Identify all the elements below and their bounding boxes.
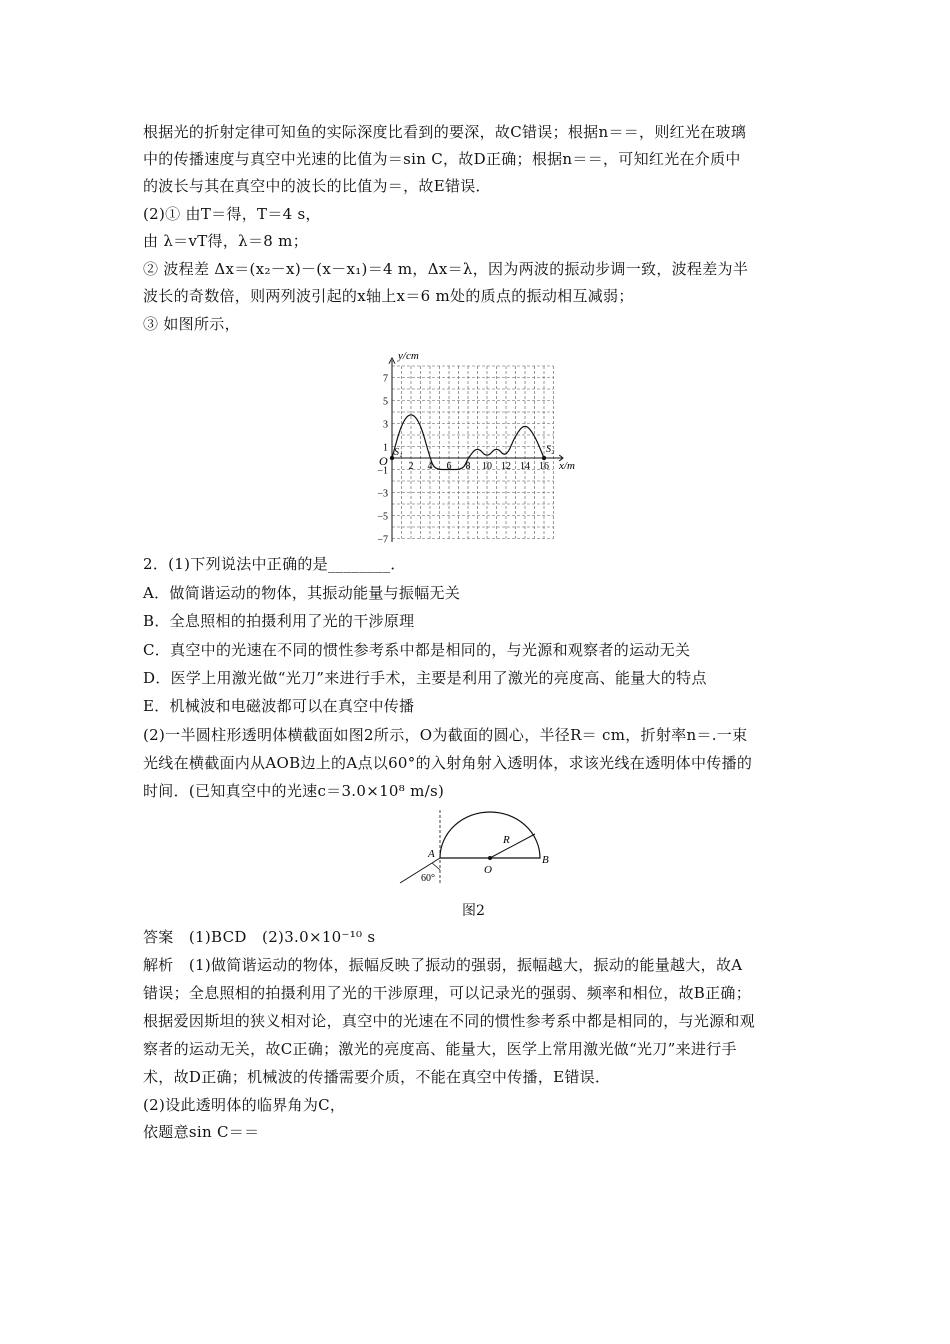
analysis-line: 解析 (1)做简谐运动的物体，振幅反映了振动的强弱，振幅越大，振动的能量越大，故A xyxy=(143,956,743,974)
point-b-label: B xyxy=(542,854,549,866)
radius-line xyxy=(490,834,535,858)
angle-label: 60° xyxy=(421,873,435,884)
semicircle-figure xyxy=(395,810,575,890)
x-tick-label: 16 xyxy=(539,461,549,472)
semicircle-outline xyxy=(440,812,540,858)
y-tick-label: 1 xyxy=(383,442,388,454)
y-tick-label: −3 xyxy=(377,488,388,500)
analysis-line: 察者的运动无关，故C正确；激光的亮度高、能量大，医学上常用激光做“光刀”来进行手 xyxy=(143,1040,737,1058)
text-line: 波长的奇数倍，则两列波引起的x轴上x＝6 m处的质点的振动相互减弱； xyxy=(143,287,634,305)
x-tick-label: 2 xyxy=(408,461,414,472)
x-tick-label: 10 xyxy=(482,461,492,472)
point-a-label: A xyxy=(428,848,435,860)
x-tick-label: 8 xyxy=(465,461,471,472)
y-axis-label: y/cm xyxy=(398,350,419,362)
wave-chart xyxy=(360,348,600,548)
y-tick-label: 7 xyxy=(383,373,388,385)
radius-label: R xyxy=(503,834,510,846)
text-line: 由 λ＝vT得，λ＝8 m； xyxy=(143,232,308,250)
analysis-line: 根据爱因斯坦的狭义相对论，真空中的光速在不同的惯性参考系中都是相同的，与光源和观 xyxy=(143,1012,756,1030)
x-tick-label: 12 xyxy=(501,461,511,472)
option-e: E．机械波和电磁波都可以在真空中传播 xyxy=(143,697,415,715)
y-tick-label: 3 xyxy=(383,419,388,431)
text-line: 的波长与其在真空中的波长的比值为＝，故E错误． xyxy=(143,177,491,195)
analysis-line: (2)设此透明体的临界角为C， xyxy=(143,1096,346,1114)
point-o-label: O xyxy=(484,864,492,876)
option-d: D．医学上用激光做“光刀”来进行手术，主要是利用了激光的亮度高、能量大的特点 xyxy=(143,669,707,687)
x-tick-label: 14 xyxy=(520,461,530,472)
text-line: ② 波程差 Δx＝(x₂－x)－(x－x₁)＝4 m，Δx＝λ，因为两波的振动步调一致，波程差为半 xyxy=(143,260,749,278)
question-line: 2．(1)下列说法中正确的是________． xyxy=(143,555,406,573)
question-line: (2)一半圆柱形透明体横截面如图2所示，O为截面的圆心，半径R＝ cm，折射率n＝.一束 xyxy=(143,726,748,744)
analysis-line: 错误；全息照相的拍摄利用了光的干涉原理，可以记录光的强弱、频率和相位，故B正确； xyxy=(143,984,752,1002)
origin-label: O xyxy=(379,454,388,468)
center-dot xyxy=(488,856,492,860)
figure-caption: 图2 xyxy=(462,903,485,919)
y-tick-label: 5 xyxy=(383,396,388,408)
x-tick-label: 6 xyxy=(446,461,452,472)
text-line: (2)① 由T＝得，T＝4 s， xyxy=(143,205,321,223)
source-s1-label: S₁ xyxy=(394,447,403,458)
question-line: 时间．(已知真空中的光速c＝3.0×10⁸ m/s) xyxy=(143,782,445,800)
text-line: 中的传播速度与真空中光速的比值为＝sin C，故D正确；根据n＝＝，可知红光在介质中 xyxy=(143,150,741,168)
y-tick-label: −7 xyxy=(377,534,388,546)
x-tick-label: 4 xyxy=(427,461,433,472)
text-line: 根据光的折射定律可知鱼的实际深度比看到的要深，故C错误；根据n＝＝，则红光在玻璃 xyxy=(143,123,747,141)
option-a: A．做简谐运动的物体，其振动能量与振幅无关 xyxy=(143,584,461,602)
angle-arc xyxy=(432,863,440,870)
option-b: B．全息照相的拍摄利用了光的干涉原理 xyxy=(143,612,415,630)
x-axis-label: x/m xyxy=(559,460,575,472)
analysis-line: 术，故D正确；机械波的传播需要介质，不能在真空中传播，E错误． xyxy=(143,1068,611,1086)
analysis-line: 依题意sin C＝＝ xyxy=(143,1123,260,1141)
answer-line: 答案 (1)BCD (2)3.0×10⁻¹⁰ s xyxy=(143,928,376,946)
option-c: C．真空中的光速在不同的惯性参考系中都是相同的，与光源和观察者的运动无关 xyxy=(143,641,691,659)
y-tick-label: −5 xyxy=(377,511,388,523)
y-tick-label: −1 xyxy=(377,465,388,477)
question-line: 光线在横截面内从AOB边上的A点以60°的入射角射入透明体，求该光线在透明体中传播的 xyxy=(143,754,753,772)
source-s2-label: S₂ xyxy=(546,444,555,455)
text-line: ③ 如图所示， xyxy=(143,315,240,333)
